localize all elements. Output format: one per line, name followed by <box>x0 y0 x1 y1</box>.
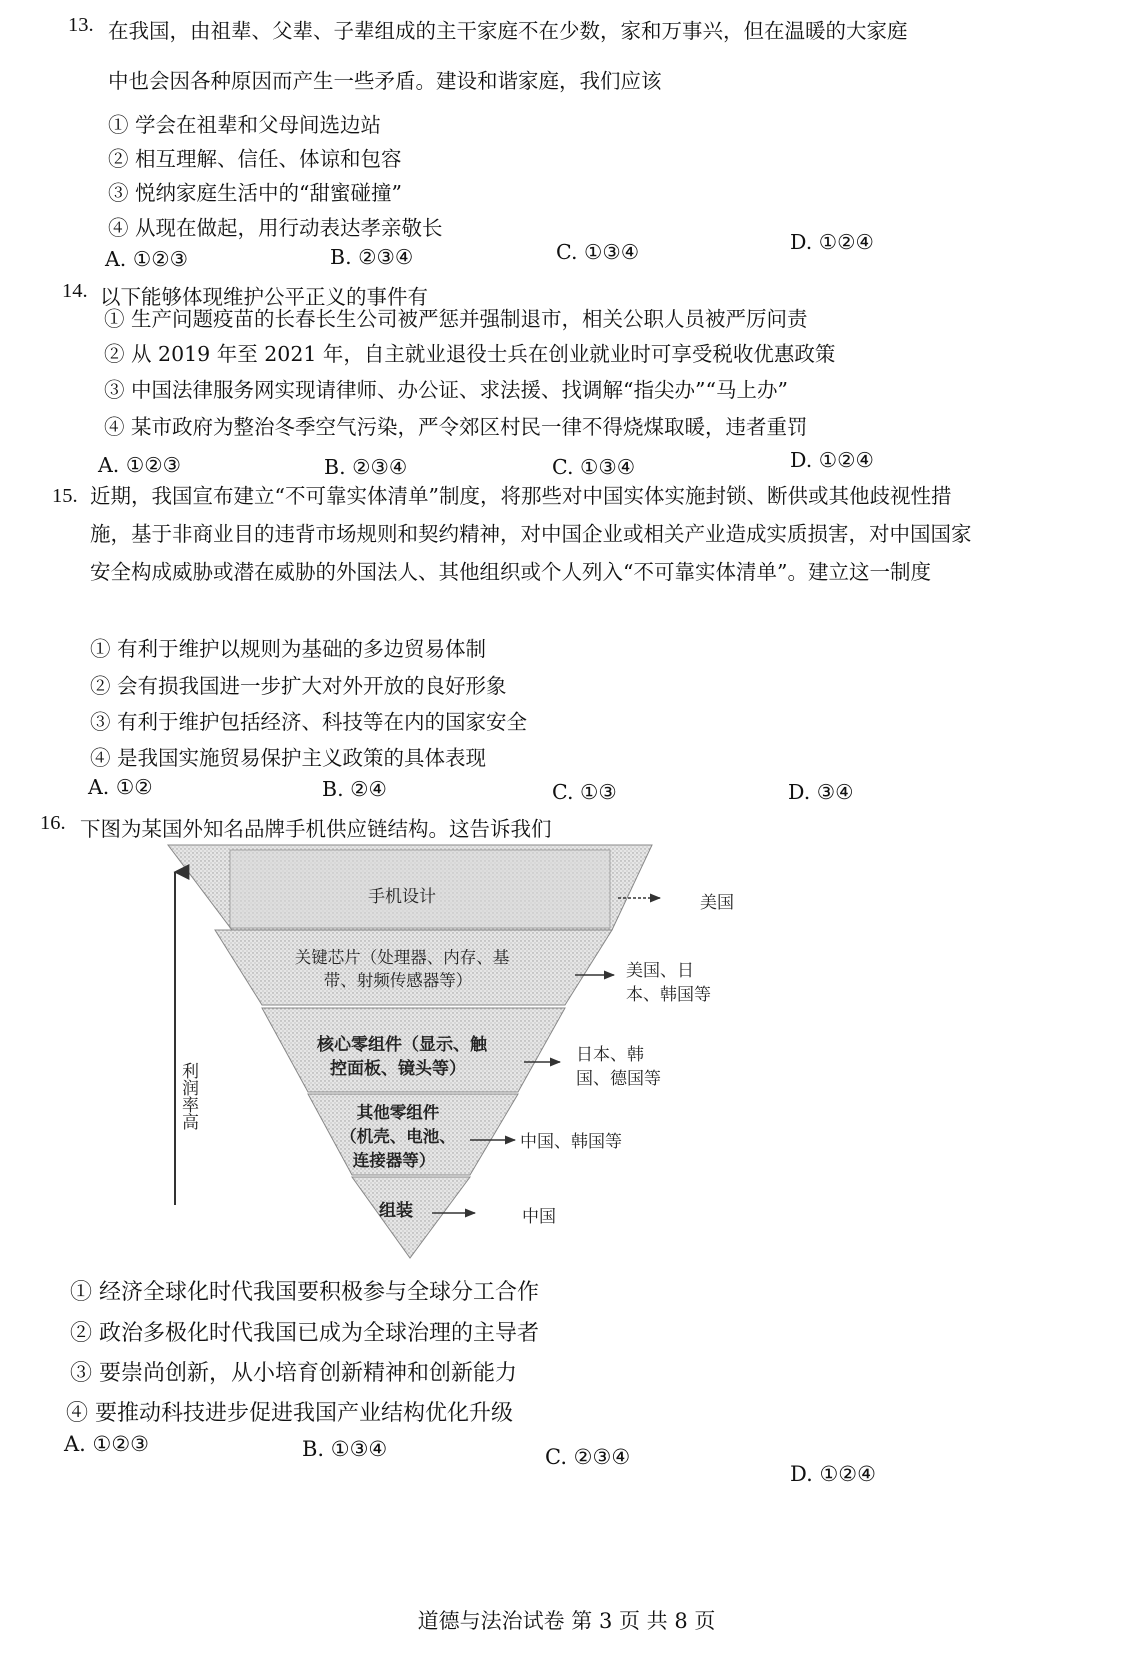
country-label: 中国 <box>522 1207 556 1227</box>
option-2: ② 会有损我国进一步扩大对外开放的良好形象 <box>90 674 507 698</box>
choice-d: D. ①②④ <box>790 448 874 472</box>
option-1: ① 经济全球化时代我国要积极参与全球分工合作 <box>70 1280 539 1305</box>
layer-other-label: 连接器等） <box>352 1151 436 1170</box>
option-1: ① 生产问题疫苗的长春长生公司被严惩并强制退市，相关公职人员被严厉问责 <box>104 307 808 331</box>
option-3: ③ 要崇尚创新，从小培育创新精神和创新能力 <box>70 1361 517 1386</box>
choice-b: B. ②④ <box>322 777 387 801</box>
question-number: 16. <box>40 812 66 834</box>
country-label: 本、韩国等 <box>626 985 711 1005</box>
layer-other-label: 其他零组件 <box>356 1103 440 1122</box>
choice-c: C. ②③④ <box>545 1445 631 1469</box>
option-4: ④ 从现在做起，用行动表达孝亲敬长 <box>108 216 443 240</box>
choice-d: D. ③④ <box>788 780 854 804</box>
option-2: ② 从 2019 年至 2021 年，自主就业退役士兵在创业就业时可享受税收优惠政策 <box>104 342 836 366</box>
question-stem: 在我国，由祖辈、父辈、子辈组成的主干家庭不在少数，家和万事兴，但在温暖的大家庭 <box>108 19 908 43</box>
option-3: ③ 中国法律服务网实现请律师、办公证、求法援、找调解“指尖办”“马上办” <box>104 378 788 402</box>
question-number: 14. <box>62 280 88 302</box>
option-1: ① 学会在祖辈和父母间选边站 <box>108 113 382 137</box>
option-3: ③ 有利于维护包括经济、科技等在内的国家安全 <box>90 710 528 734</box>
choice-d: D. ①②④ <box>790 230 874 254</box>
option-4: ④ 是我国实施贸易保护主义政策的具体表现 <box>90 746 487 770</box>
question-stem: 下图为某国外知名品牌手机供应链结构。这告诉我们 <box>80 817 552 841</box>
choice-b: B. ②③④ <box>330 245 414 269</box>
layer-chips-label: 关键芯片（处理器、内存、基 <box>294 948 510 967</box>
choice-c: C. ①③④ <box>552 455 636 479</box>
question-number: 13. <box>68 14 94 36</box>
page-footer: 道德与法治试卷 第 3 页 共 8 页 <box>417 1609 716 1633</box>
option-2: ② 相互理解、信任、体谅和包容 <box>108 147 402 171</box>
option-4: ④ 要推动科技进步促进我国产业结构优化升级 <box>66 1401 513 1426</box>
country-label: 日本、韩 <box>576 1045 644 1065</box>
choice-a: A. ①②③ <box>64 1432 149 1456</box>
layer-design-label: 手机设计 <box>368 887 436 907</box>
question-stem: 近期，我国宣布建立“不可靠实体清单”制度，将那些对中国实体实施封锁、断供或其他歧视性措施，基于非商业目的违背市场规则和契约精神，对中国企业或相关产业造成实质损害，对中国国家安全构成威胁或潜在威胁的外国法人、其他组织或个人列入“不可靠实体清单”。建立这一制度 <box>90 484 972 584</box>
country-label: 美国 <box>700 893 734 913</box>
option-1: ① 有利于维护以规则为基础的多边贸易体制 <box>90 637 487 661</box>
layer-assembly-label: 组装 <box>379 1201 413 1221</box>
country-label: 国、德国等 <box>576 1069 661 1089</box>
layer-chips-label: 带、射频传感器等） <box>323 971 473 990</box>
question-stem: 以下能够体现维护公平正义的事件有 <box>100 285 428 309</box>
choice-c: C. ①③ <box>552 780 617 804</box>
layer-core-label: 核心零组件（显示、触 <box>317 1035 487 1055</box>
option-4: ④ 某市政府为整治冬季空气污染，严令郊区村民一律不得烧煤取暖，违者重罚 <box>104 415 808 439</box>
choice-a: A. ①② <box>88 775 153 799</box>
question-number: 15. <box>52 485 78 507</box>
profit-axis-label: 利润率高 <box>178 1062 198 1130</box>
choice-b: B. ②③④ <box>324 455 408 479</box>
question-stem: 中也会因各种原因而产生一些矛盾。建设和谐家庭，我们应该 <box>108 69 662 93</box>
layer-core-label: 控面板、镜头等） <box>330 1059 466 1079</box>
choice-b: B. ①③④ <box>302 1437 388 1461</box>
country-label: 美国、日 <box>626 961 694 981</box>
country-label: 中国、韩国等 <box>520 1132 622 1152</box>
choice-a: A. ①②③ <box>98 453 181 477</box>
choice-d: D. ①②④ <box>790 1462 876 1486</box>
layer-other-label: （机壳、电池、 <box>340 1127 456 1146</box>
layer-chips <box>215 930 612 1005</box>
option-3: ③ 悦纳家庭生活中的“甜蜜碰撞” <box>108 181 402 205</box>
choice-c: C. ①③④ <box>556 240 640 264</box>
choice-a: A. ①②③ <box>105 247 188 271</box>
option-2: ② 政治多极化时代我国已成为全球治理的主导者 <box>70 1321 539 1346</box>
